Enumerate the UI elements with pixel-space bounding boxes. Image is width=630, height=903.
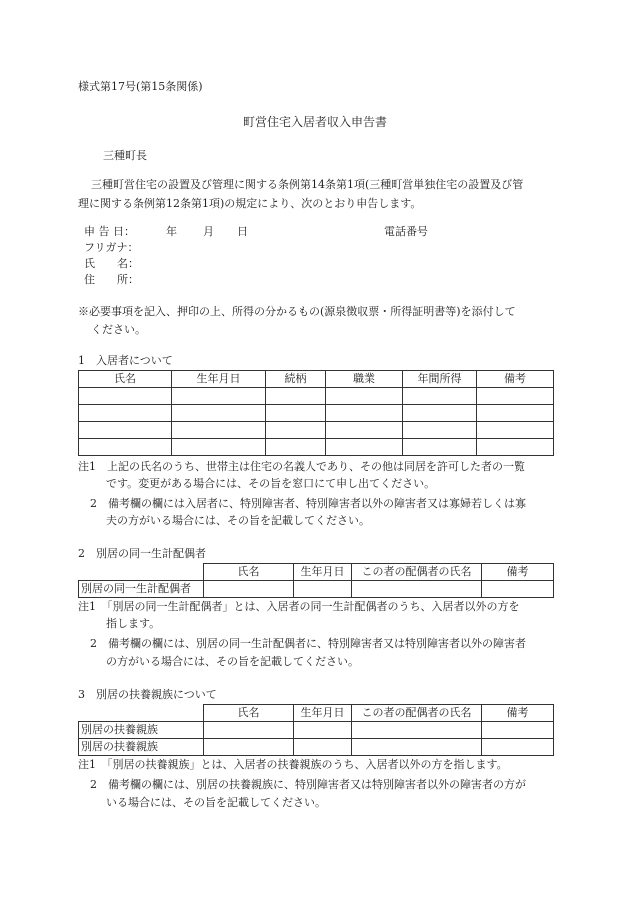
table-cell[interactable] [266,422,326,439]
table-cell[interactable] [477,388,554,405]
table-cell[interactable] [172,422,266,439]
table-cell[interactable] [294,581,352,598]
col-birthdate: 生年月日 [172,371,266,388]
table-header-row [79,564,554,581]
form-number: 様式第17号(第15条関係) [78,80,203,93]
month-label: 月 [203,225,214,238]
section2-note-2-cont: の方がいる場合には、その旨を記載してください。 [106,655,359,668]
intro-line-1: 三種町営住宅の設置及び管理に関する条例第14条第1項(三種町営単独住宅の設置及び管 [91,178,524,191]
table-cell[interactable] [79,439,172,456]
notice-line-1: ※必要事項を記入、押印の上、所得の分かるもの(源泉徴収票・所得証明書等)を添付して [78,305,516,318]
table-cell[interactable] [326,405,403,422]
table-cell[interactable] [294,722,352,739]
spouse-table [78,563,554,598]
table-cell[interactable] [266,439,326,456]
col-name: 氏名 [79,371,172,388]
table-cell[interactable] [266,388,326,405]
intro-line-2: 理に関する条例第12条第1項)の規定により、次のとおり申告します。 [78,197,422,210]
section2-note-2: 2 備考欄の欄には、別居の同一生計配偶者に、特別障害者又は特別障害者以外の障害者 [90,637,526,650]
table-row [79,439,554,456]
furigana-label: フリガナ： [84,241,139,254]
table-cell[interactable] [482,739,554,756]
col-remarks: 備考 [482,705,554,722]
col-spouse-name: この者の配偶者の氏名 [352,705,482,722]
table-cell[interactable] [482,581,554,598]
blank-corner [79,564,204,581]
table-cell[interactable] [204,722,294,739]
phone-label: 電話番号 [384,225,428,238]
section1-heading: 1 入居者について [78,354,173,367]
section1-note-2: 2 備考欄の欄には入居者に、特別障害者、特別障害者以外の障害者又は寡婦若しくは寡 [90,497,526,510]
table-cell[interactable] [403,439,477,456]
table-cell[interactable] [403,388,477,405]
section3-note-1: 注1 「別居の扶養親族」とは、入居者の扶養親族のうち、入居者以外の方を指します。 [78,758,508,771]
table-row [79,422,554,439]
addressee: 三種町長 [103,149,147,162]
col-remarks: 備考 [477,371,554,388]
resident-table [78,370,554,456]
notice-line-2: ください。 [91,323,146,336]
table-row [79,388,554,405]
col-remarks: 備考 [482,564,554,581]
table-row [79,581,554,598]
table-cell[interactable] [172,405,266,422]
table-cell[interactable] [79,405,172,422]
table-cell[interactable] [172,439,266,456]
name-label: 氏 名： [84,257,139,270]
section1-note-1-cont: です。変更がある場合には、その旨を窓口にて申し出てください。 [106,477,436,490]
table-cell[interactable] [403,422,477,439]
table-cell[interactable] [352,739,482,756]
table-header-row [79,705,554,722]
table-cell[interactable] [326,388,403,405]
table-cell[interactable] [79,388,172,405]
table-cell[interactable] [403,405,477,422]
address-label: 住 所： [84,273,139,286]
date-label: 申 告 日： [84,225,135,238]
section2-note-1: 注1 「別居の同一生計配偶者」とは、入居者の同一生計配偶者のうち、入居者以外の方を [78,600,520,613]
table-cell[interactable] [477,422,554,439]
section2-heading: 2 別居の同一生計配偶者 [78,547,206,560]
table-row [79,722,554,739]
section2-note-1-cont: 指します。 [106,617,161,630]
table-row [79,405,554,422]
section3-heading: 3 別居の扶養親族について [78,688,217,701]
table-cell[interactable] [172,388,266,405]
table-cell[interactable] [326,422,403,439]
table-cell[interactable] [352,581,482,598]
table-cell[interactable] [79,422,172,439]
col-birthdate: 生年月日 [294,705,352,722]
table-cell[interactable] [204,581,294,598]
table-cell[interactable] [477,405,554,422]
row-label: 別居の同一生計配偶者 [79,581,204,598]
col-occupation: 職業 [326,371,403,388]
section1-note-1: 注1 上記の氏名のうち、世帯主は住宅の名義人であり、その他は同居を許可した者の一覧 [78,460,525,473]
table-cell[interactable] [204,739,294,756]
table-row [79,739,554,756]
table-cell[interactable] [266,405,326,422]
row-label: 別居の扶養親族 [79,722,204,739]
document-title: 町営住宅入居者収入申告書 [242,115,387,129]
table-header-row [79,371,554,388]
table-cell[interactable] [477,439,554,456]
col-income: 年間所得 [403,371,477,388]
dependent-table [78,704,554,756]
section3-note-2: 2 備考欄の欄には、別居の扶養親族に、特別障害者又は特別障害者以外の障害者の方が [90,778,526,791]
table-cell[interactable] [482,722,554,739]
section3-note-2-cont: いる場合には、その旨を記載してください。 [106,796,326,809]
table-cell[interactable] [352,722,482,739]
day-label: 日 [237,225,248,238]
col-birthdate: 生年月日 [294,564,352,581]
table-cell[interactable] [294,739,352,756]
section1-note-2-cont: 夫の方がいる場合には、その旨を記載してください。 [106,514,370,527]
col-name: 氏名 [204,564,294,581]
col-spouse-name: この者の配偶者の氏名 [352,564,482,581]
blank-corner [79,705,204,722]
year-label: 年 [166,225,177,238]
col-relation: 続柄 [266,371,326,388]
col-name: 氏名 [204,705,294,722]
table-cell[interactable] [326,439,403,456]
row-label: 別居の扶養親族 [79,739,204,756]
